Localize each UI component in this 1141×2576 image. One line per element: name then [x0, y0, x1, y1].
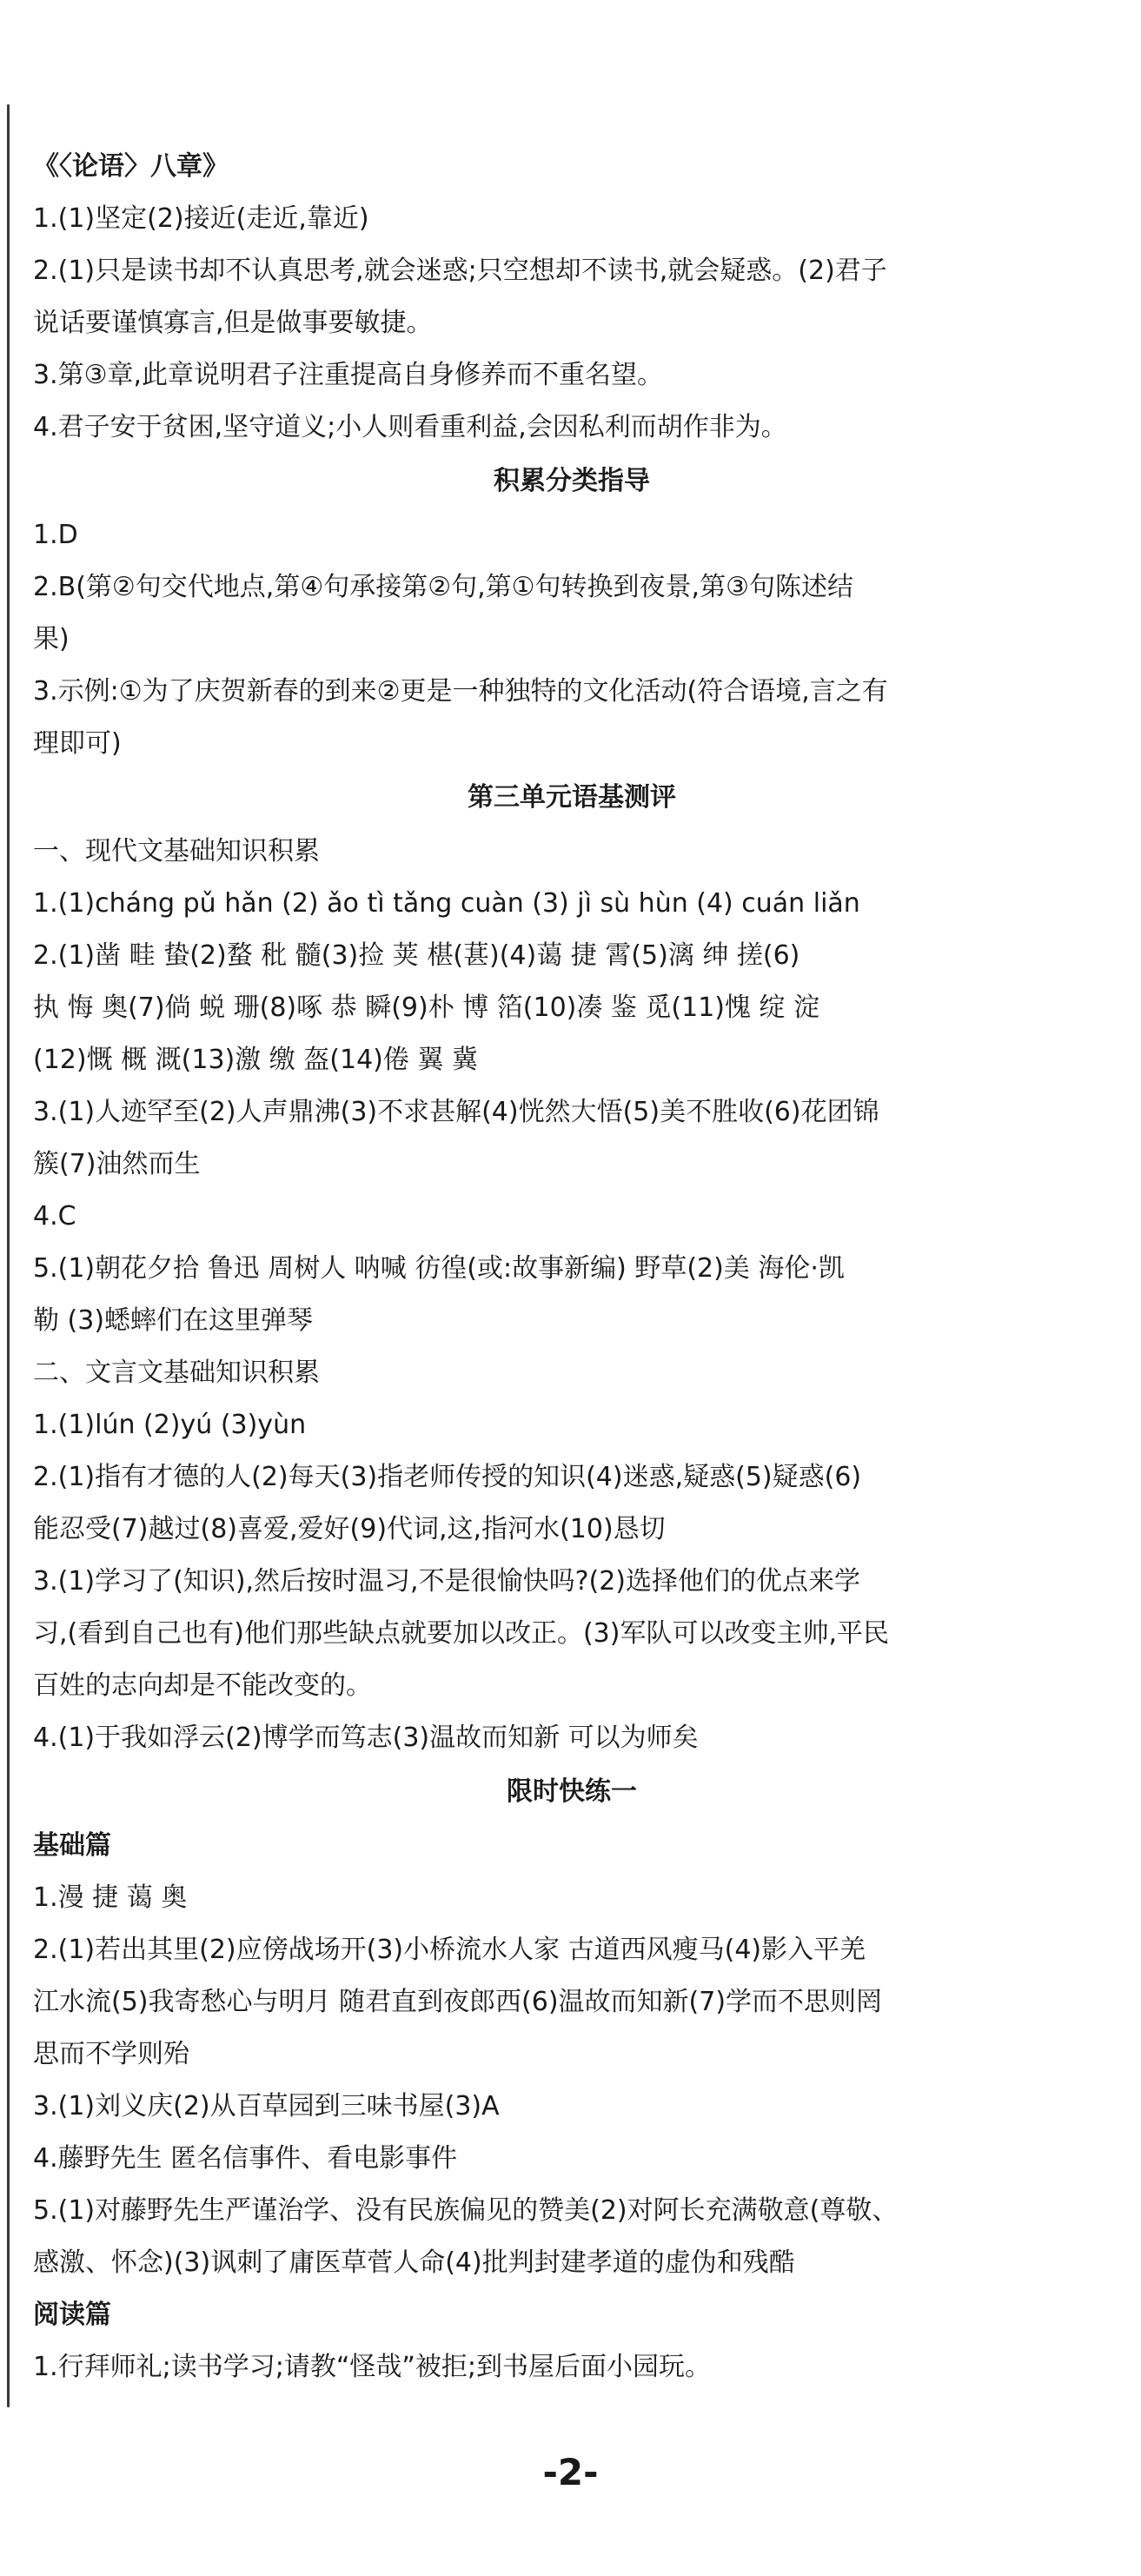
unit3-line: 4.C — [33, 1201, 76, 1232]
unit3-line: 习,(看到自己也有)他们那些缺点就要加以改正。(3)军队可以改变主帅,平民 — [33, 1618, 889, 1649]
unit3-line: 能忍受(7)越过(8)喜爱,爱好(9)代词,这,指河水(10)恳切 — [33, 1514, 666, 1544]
accumulate-line: 1.D — [33, 520, 78, 550]
unit3-line: 2.(1)凿 畦 蛰(2)蝥 秕 髓(3)捡 荚 椹(葚)(4)蔼 捷 霄(5)漓 绅 搓(6) — [33, 940, 800, 971]
basic-line: 5.(1)对藤野先生严谨治学、没有民族偏见的赞美(2)对阿长充满敬意(尊敬、 — [33, 2195, 899, 2226]
unit3-line: 一、现代文基础知识积累 — [33, 836, 320, 866]
unit3-title: 第三单元语基测评 — [468, 782, 676, 813]
unit3-line: 4.(1)于我如浮云(2)博学而笃志(3)温故而知新 可以为师矣 — [33, 1723, 699, 1753]
basic-line: 2.(1)若出其里(2)应傍战场开(3)小桥流水人家 古道西风瘦马(4)影入平羌 — [33, 1935, 866, 1965]
basic-line: 江水流(5)我寄愁心与明月 随君直到夜郎西(6)温故而知新(7)学而不思则罔 — [33, 1987, 883, 2017]
basic-subtitle: 基础篇 — [33, 1830, 111, 1861]
accumulate-line: 3.示例:①为了庆贺新春的到来②更是一种独特的文化活动(符合语境,言之有 — [33, 676, 888, 707]
unit3-line: 二、文言文基础知识积累 — [33, 1358, 320, 1388]
unit3-line: 1.(1)cháng pǔ hǎn (2) ǎo tì tǎng cuàn (3) jì sù hùn (4) cuán liǎn — [33, 888, 860, 919]
basic-line: 1.漫 捷 蔼 奥 — [33, 1882, 188, 1913]
lunyu-line: 3.第③章,此章说明君子注重提高自身修养而不重名望。 — [33, 360, 664, 390]
accumulate-line: 理即可) — [33, 728, 122, 759]
unit3-line: 1.(1)lún (2)yú (3)yùn — [33, 1410, 307, 1440]
lunyu-line: 4.君子安于贫困,坚守道义;小人则看重利益,会因私利而胡作非为。 — [33, 412, 787, 442]
left-margin-line — [7, 104, 10, 2407]
basic-line: 思而不学则殆 — [33, 2039, 189, 2069]
unit3-line: 百姓的志向却是不能改变的。 — [33, 1670, 372, 1701]
accumulate-line: 果) — [33, 624, 70, 654]
page-content — [33, 141, 1111, 2393]
unit3-line: 簇(7)油然而生 — [33, 1149, 201, 1179]
lunyu-line: 2.(1)只是读书却不认真思考,就会迷惑;只空想却不读书,就会疑惑。(2)君子 — [33, 256, 887, 286]
reading-line: 1.行拜师礼;读书学习;请教“怪哉”被拒;到书屋后面小园玩。 — [33, 2352, 712, 2382]
unit3-line: 3.(1)人迹罕至(2)人声鼎沸(3)不求甚解(4)恍然大悟(5)美不胜收(6)花团锦 — [33, 1097, 879, 1127]
unit3-line: 2.(1)指有才德的人(2)每天(3)指老师传授的知识(4)迷惑,疑惑(5)疑惑(6) — [33, 1462, 862, 1492]
basic-line: 4.藤野先生 匿名信事件、看电影事件 — [33, 2143, 458, 2174]
lunyu-title: 《〈论语〉八章》 — [33, 151, 229, 182]
unit3-line: 5.(1)朝花夕拾 鲁迅 周树人 呐喊 彷徨(或:故事新编) 野草(2)美 海伦·凯 — [33, 1253, 845, 1284]
accumulate-line: 2.B(第②句交代地点,第④句承接第②句,第①句转换到夜景,第③句陈述结 — [33, 572, 853, 602]
unit3-line: 执 悔 奥(7)倘 蜕 珊(8)啄 恭 瞬(9)朴 博 箔(10)凑 鉴 觅(11)愧 绽 淀 — [33, 993, 820, 1023]
reading-subtitle: 阅读篇 — [33, 2300, 111, 2330]
basic-line: 感激、怀念)(3)讽刺了庸医草菅人命(4)批判封建孝道的虚伪和残酷 — [33, 2247, 795, 2278]
unit3-line: (12)慨 概 溉(13)激 缴 盔(14)倦 翼 冀 — [33, 1045, 478, 1075]
basic-line: 3.(1)刘义庆(2)从百草园到三味书屋(3)A — [33, 2091, 500, 2121]
lunyu-line: 说话要谨慎寡言,但是做事要敏捷。 — [33, 308, 433, 338]
unit3-line: 勒 (3)蟋蟀们在这里弹琴 — [33, 1305, 314, 1336]
quick-practice-title: 限时快练一 — [507, 1776, 637, 1807]
accumulate-title: 积累分类指导 — [494, 466, 650, 496]
unit3-line: 3.(1)学习了(知识),然后按时温习,不是很愉快吗?(2)选择他们的优点来学 — [33, 1566, 861, 1597]
lunyu-line: 1.(1)坚定(2)接近(走近,靠近) — [33, 203, 369, 234]
page-number: -2- — [542, 2451, 599, 2493]
